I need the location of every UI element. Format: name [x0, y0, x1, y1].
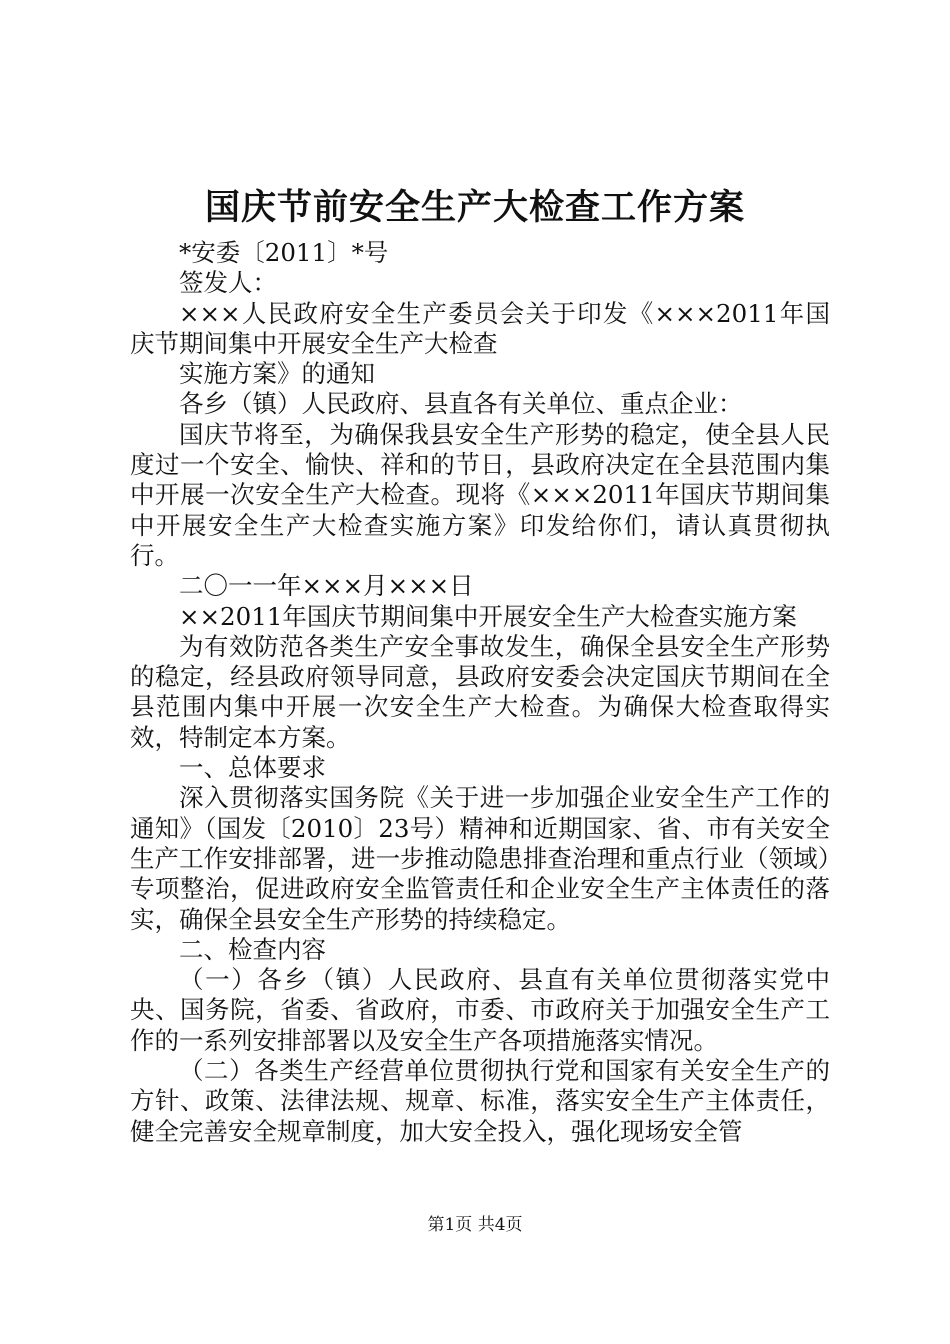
content-item-2: （二）各类生产经营单位贯彻执行党和国家有关安全生产的方针、政策、法律法规、规章、标准，落实安全生产主体责任，健全完善安全规章制度，加大安全投入，强化现场安全管 [130, 1056, 830, 1146]
notice-heading-continued: 实施方案》的通知 [179, 359, 375, 389]
plan-intro: 为有效防范各类生产安全事故发生，确保全县安全生产形势的稳定，经县政府领导同意，县政府安委会决定国庆节期间在全县范围内集中开展一次安全生产大检查。为确保大检查取得实效，特制定本方案。 [130, 631, 830, 752]
content-item-1: （一）各乡（镇）人民政府、县直有关单位贯彻落实党中央、国务院，省委、省政府，市委、市政府关于加强安全生产工作的一系列安排部署以及安全生产各项措施落实情况。 [130, 965, 830, 1055]
signer-line: 签发人： [179, 268, 277, 298]
notice-body: 国庆节将至，为确保我县安全生产形势的稳定，使全县人民度过一个安全、愉快、祥和的节日，县政府决定在全县范围内集中开展一次安全生产大检查。现将《×××2011年国庆节期间集中开展安全生产大检查实施方案》印发给你们，请认真贯彻执行。 [130, 419, 830, 570]
plan-title: ××2011年国庆节期间集中开展安全生产大检查实施方案 [179, 601, 797, 631]
section-heading-general: 一、总体要求 [179, 753, 326, 783]
page-footer: 第1页 共4页 [427, 1215, 523, 1235]
section-heading-content: 二、检查内容 [179, 934, 326, 964]
addressees: 各乡（镇）人民政府、县直各有关单位、重点企业： [179, 389, 743, 419]
document-body [130, 238, 830, 1147]
notice-heading: ×××人民政府安全生产委员会关于印发《×××2011年国庆节期间集中开展安全生产大检查 [130, 298, 830, 358]
issue-date: 二〇一一年×××月×××日 [179, 571, 474, 601]
section-general-body: 深入贯彻落实国务院《关于进一步加强企业安全生产工作的通知》（国发〔2010〕23号）精神和近期国家、省、市有关安全生产工作安排部署，进一步推动隐患排查治理和重点行业（领域）专项整治，促进政府安全监管责任和企业安全生产主体责任的落实，确保全县安全生产形势的持续稳定。 [130, 783, 830, 934]
doc-number: *安委〔2011〕*号 [179, 238, 389, 267]
document-title: 国庆节前安全生产大检查工作方案 [204, 187, 745, 228]
